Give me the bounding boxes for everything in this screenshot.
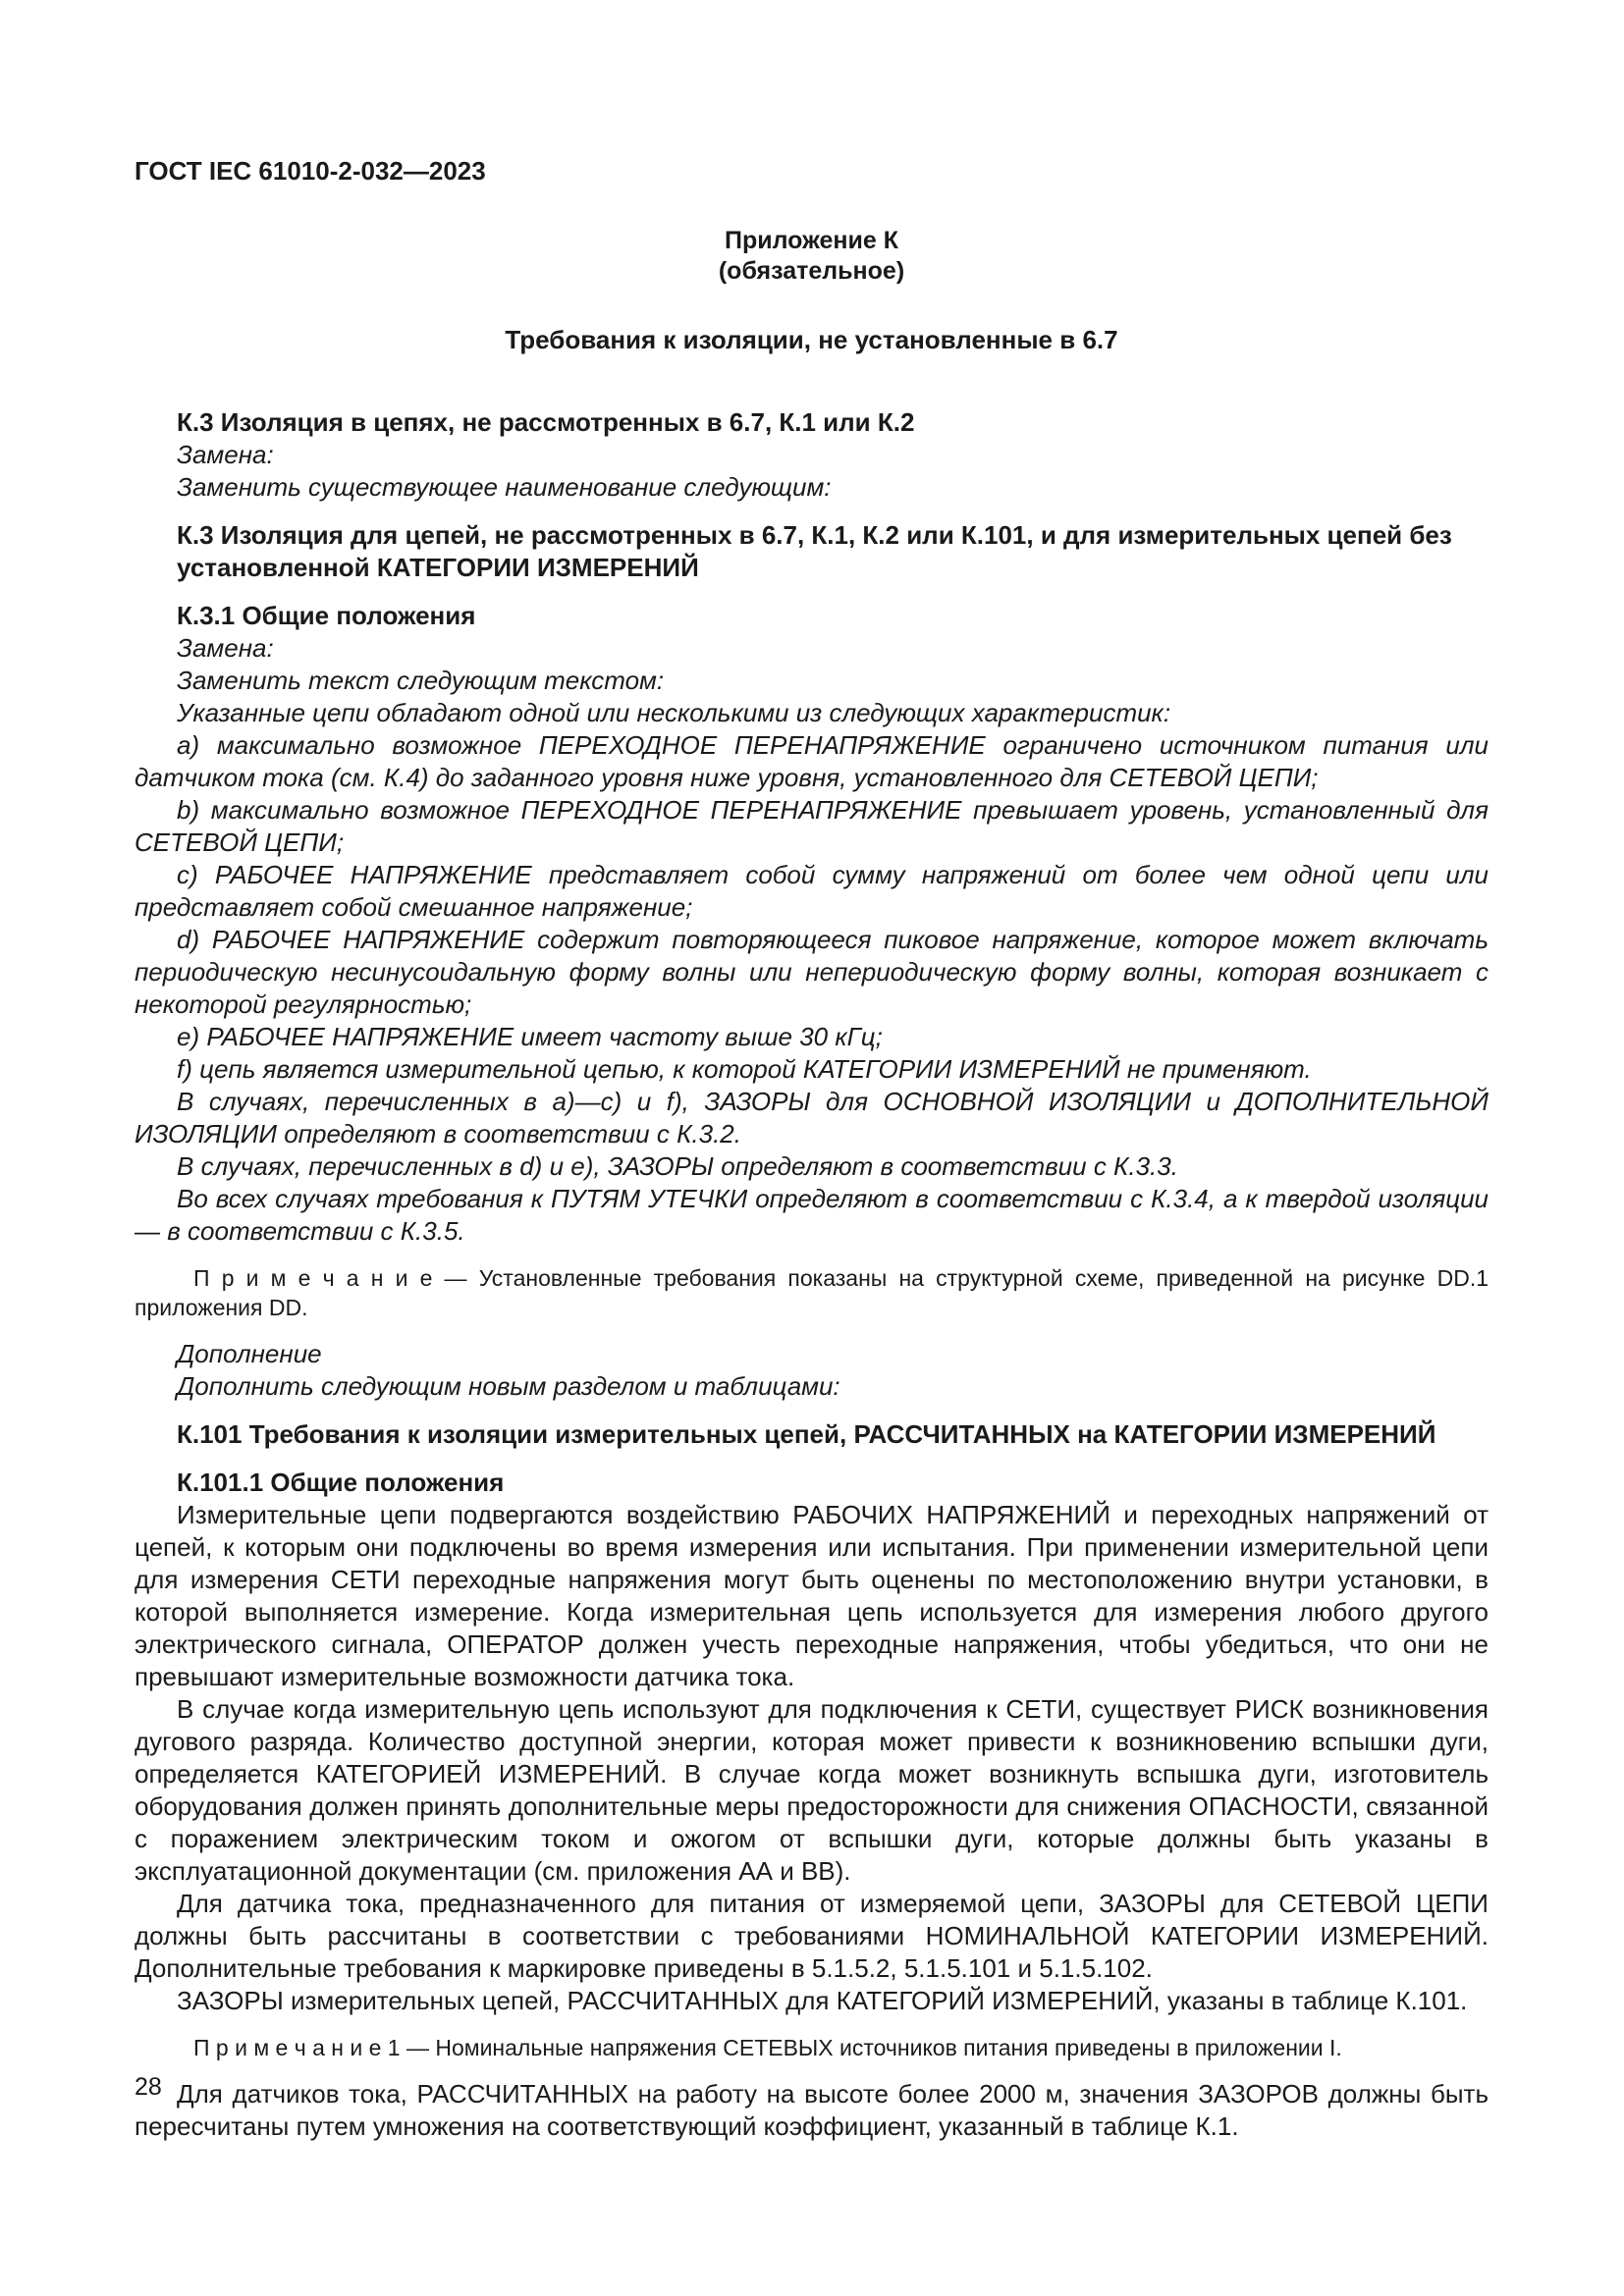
paragraph-italic: d) РАБОЧЕЕ НАПРЯЖЕНИЕ содержит повторяющееся пиковое напряжение, которое может включать периодическую несинусоидальную форму волны или непериодическую форму волны, которая возникает с некоторой регулярностью; — [135, 925, 1489, 1019]
annex-title: Приложение К — [725, 227, 898, 254]
paragraph-italic: Замена: — [177, 440, 274, 469]
paragraph-heading: К.3 Изоляция в цепях, не рассмотренных в 6.7, К.1 или К.2 — [177, 407, 915, 437]
paragraph-heading: К.101.1 Общие положения — [177, 1468, 505, 1497]
paragraph-note: П р и м е ч а н и е — Установленные требования показаны на структурной схеме, приведенной на рисунке DD.1 приложения DD. — [135, 1265, 1489, 1320]
paragraph-body: Измерительные цепи подвергаются воздействию РАБОЧИХ НАПРЯЖЕНИЙ и переходных напряжений от цепей, к которым они подключены во время измерения или испытания. При применении измерительной цепи для измерения СЕТИ переходные напряжения могут быть оценены по местоположению внутри установки, в которой выполняется измерение. Когда измерительная цепь используется для измерения любого другого электрического сигнала, ОПЕРАТОР должен учесть переходные напряжения, чтобы убедиться, что они не превышают измерительные возможности датчика тока. — [135, 1500, 1489, 1691]
running-head: ГОСТ IEC 61010-2-032—2023 — [135, 156, 486, 186]
document-body — [135, 406, 1489, 2143]
paragraph-heading: К.3.1 Общие положения — [177, 601, 476, 630]
paragraph-body: В случае когда измерительную цепь используют для подключения к СЕТИ, существует РИСК возникновения дугового разряда. Количество доступной энергии, которая может привести к возникновению вспышки дуги, определяется КАТЕГОРИЕЙ ИЗМЕРЕНИЙ. В случае когда может возникнуть вспышка дуги, изготовитель оборудования должен принять дополнительные меры предосторожности для снижения ОПАСНОСТИ, связанной с поражением электрическим током и ожогом от вспышки дуги, которые должны быть указаны в эксплуатационной документации (см. приложения АА и ВВ). — [135, 1694, 1489, 1886]
paragraph-italic: f) цепь является измерительной цепью, к которой КАТЕГОРИИ ИЗМЕРЕНИЙ не применяют. — [177, 1054, 1312, 1084]
paragraph-body: ЗАЗОРЫ измерительных цепей, РАССЧИТАННЫХ для КАТЕГОРИЙ ИЗМЕРЕНИЙ, указаны в таблице К.101. — [177, 1986, 1468, 2015]
paragraph-italic: b) максимально возможное ПЕРЕХОДНОЕ ПЕРЕНАПРЯЖЕНИЕ превышает уровень, установленный для СЕТЕВОЙ ЦЕПИ; — [135, 795, 1489, 857]
page-number: 28 — [135, 2073, 162, 2101]
paragraph-italic: В случаях, перечисленных в d) и е), ЗАЗОРЫ определяют в соответствии с К.3.3. — [177, 1151, 1178, 1181]
paragraph-italic: Дополнение — [177, 1339, 322, 1368]
paragraph-italic: Указанные цепи обладают одной или несколькими из следующих характеристик: — [177, 698, 1171, 727]
annex-kind: (обязательное) — [718, 257, 905, 285]
paragraph-body: Для датчика тока, предназначенного для питания от измеряемой цепи, ЗАЗОРЫ для СЕТЕВОЙ ЦЕПИ должны быть рассчитаны в соответствии с требованиями НОМИНАЛЬНОЙ КАТЕГОРИИ ИЗМЕРЕНИЙ. Дополнительные требования к маркировке приведены в 5.1.5.2, 5.1.5.101 и 5.1.5.102. — [135, 1889, 1489, 1983]
paragraph-italic: Замена: — [177, 633, 274, 663]
paragraph-italic: а) максимально возможное ПЕРЕХОДНОЕ ПЕРЕНАПРЯЖЕНИЕ ограничено источником питания или датчиком тока (см. К.4) до заданного уровня ниже уровня, установленного для СЕТЕВОЙ ЦЕПИ; — [135, 730, 1489, 792]
paragraph-note: П р и м е ч а н и е 1 — Номинальные напряжения СЕТЕВЫХ источников питания приведены в приложении I. — [193, 2035, 1342, 2060]
paragraph-italic: Во всех случаях требования к ПУТЯМ УТЕЧКИ определяют в соответствии с К.3.4, а к твердой изоляции — в соответствии с К.3.5. — [135, 1184, 1489, 1246]
paragraph-italic: Дополнить следующим новым разделом и таблицами: — [177, 1371, 840, 1401]
paragraph-heading: К.3 Изоляция для цепей, не рассмотренных в 6.7, К.1, К.2 или К.101, и для измерительных цепей без установленной КАТЕГОРИИ ИЗМЕРЕНИЙ — [177, 520, 1452, 582]
paragraph-italic: В случаях, перечисленных в а)—с) и f), ЗАЗОРЫ для ОСНОВНОЙ ИЗОЛЯЦИИ и ДОПОЛНИТЕЛЬНОЙ ИЗОЛЯЦИИ определяют в соответствии с К.3.2. — [135, 1087, 1489, 1148]
paragraph-italic: Заменить текст следующим текстом: — [177, 666, 665, 695]
paragraph-italic: с) РАБОЧЕЕ НАПРЯЖЕНИЕ представляет собой сумму напряжений от более чем одной цепи или представляет собой смешанное напряжение; — [135, 860, 1489, 922]
paragraph-italic: Заменить существующее наименование следующим: — [177, 472, 832, 502]
paragraph-italic: е) РАБОЧЕЕ НАПРЯЖЕНИЕ имеет частоту выше 30 кГц; — [177, 1022, 883, 1051]
paragraph-body: Для датчиков тока, РАССЧИТАННЫХ на работу на высоте более 2000 м, значения ЗАЗОРОВ должны быть пересчитаны путем умножения на соответствующий коэффициент, указанный в таблице К.1. — [135, 2079, 1489, 2141]
document-title: Требования к изоляции, не установленные в 6.7 — [505, 325, 1118, 354]
paragraph-heading: К.101 Требования к изоляции измерительных цепей, РАССЧИТАННЫХ на КАТЕГОРИИ ИЗМЕРЕНИЙ — [177, 1419, 1436, 1449]
